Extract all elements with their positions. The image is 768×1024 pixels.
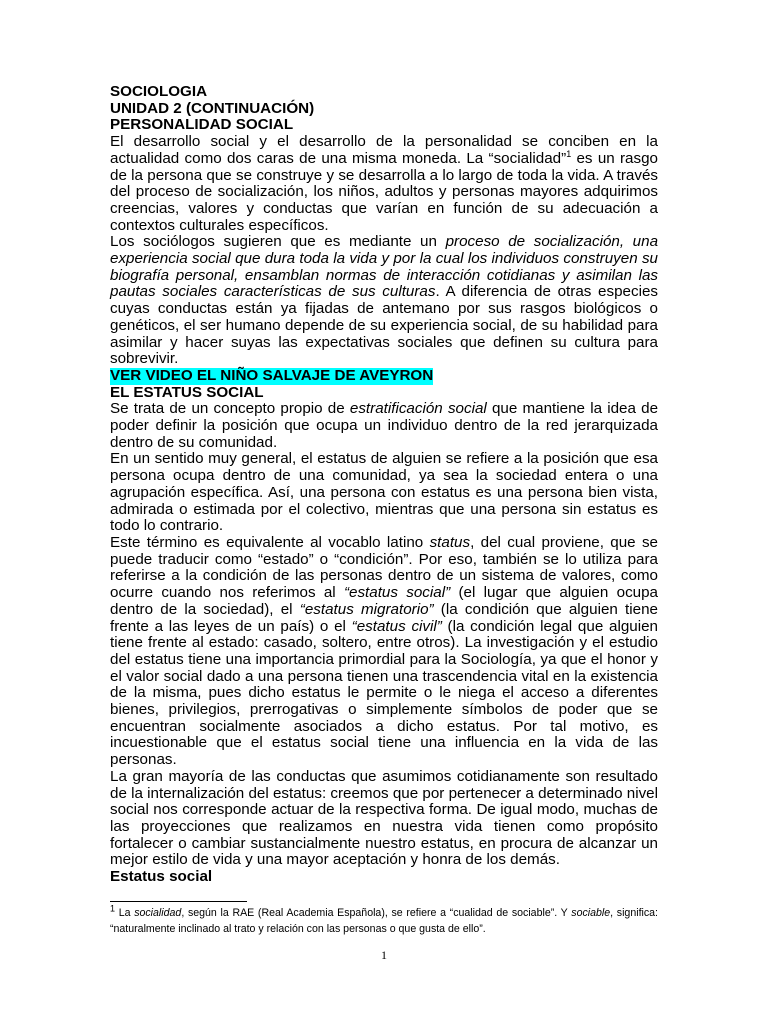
document-body [110,84,658,886]
paragraph-status-latino: Este término es equivalente al vocablo latino status, del cual proviene, que se puede traducir como “estado” o “condición”. Por eso, también se lo utiliza para referirse a la condición de las personas dentro de un sistema de valores, como ocurre cuando nos referimos al “estatus social” (el lugar que alguien ocupa dentro de la sociedad), el “estatus migratorio” (la condición que alguien tiene frente a las leyes de un país) o el “estatus civil” (la condición legal que alguien tiene frente al estado: casado, soltero, entre otros). La investigación y el estudio del estatus tiene una importancia primordial para la Sociología, ya que el honor y el valor social dado a una persona tienen una trascendencia vital en la existencia de la misma, pues dicho estatus le permite o le niega el acceso a diferentes bienes, privilegios, prerrogativas o simplemente símbolos de poder que se encuentran socialmente asociados a dicho estatus. Por tal motivo, es incuestionable que el estatus social tiene una influencia en la vida de las personas. [110,533,658,769]
paragraph-estratificacion: Se trata de un concepto propio de estratificación social que mantiene la idea de poder definir la posición que ocupa un individuo dentro de la red jerarquizada dentro de su comunidad. [110,400,659,451]
heading-personalidad-social: PERSONALIDAD SOCIAL [110,116,294,134]
paragraph-socializacion: Los sociólogos sugieren que es mediante un proceso de socialización, una experiencia social que dura toda la vida y por la cual los individuos construyen su biografía personal, ensamblan normas de interacción cotidianas y asimilan las pautas sociales características de sus culturas. A diferencia de otras especies cuyas conductas están ya fijadas de antemano por sus rasgos biológicos o genéticos, el ser humano depende de su experiencia social, de su habilidad para asimilar y hacer suyas las expectativas sociales que definen su cultura para sobrevivir. [110,233,659,368]
footnote-divider [110,901,247,902]
highlighted-video-note: VER VIDEO EL NIÑO SALVAJE DE AVEYRON [110,366,434,384]
footnote-ref: 1 [566,148,572,159]
heading-unidad: UNIDAD 2 (CONTINUACIÓN) [110,99,315,117]
footnote: $^1$ La socialidad, según la RAE (Real Academia Española), se refiere a “cualidad de sociable”. Y sociable, significa: “naturalmente inclinado al trato y relación con las personas o que gusta de ello”. [110,903,658,935]
paragraph-conductas: La gran mayoría de las conductas que asumimos cotidianamente son resultado de la internalización del estatus: creemos que por pertenecer a determinado nivel social nos corresponde actuar de la respectiva forma. De igual modo, muchas de las proyecciones que realizamos en nuestra vida tienen como propósito fortalecer o cambiar sustancialmente nuestro estatus, en procura de alcanzar un mejor estilo de vida y una mayor aceptación y honra de los demás. [110,767,658,869]
heading-estatus-social-sub: Estatus social [110,868,213,886]
heading-sociologia: SOCIOLOGIA [110,83,208,100]
heading-estatus-social: EL ESTATUS SOCIAL [110,383,264,401]
page-number: 1 [381,948,387,962]
paragraph-sentido-general: En un sentido muy general, el estatus de alguien se refiere a la posición que esa persona ocupa dentro de una comunidad, ya sea la sociedad entera o una agrupación específica. Así, una persona con estatus es una persona bien vista, admirada o estimada por el colectivo, mientras que una persona sin estatus es todo lo contrario. [110,450,658,535]
paragraph-socialidad: El desarrollo social y el desarrollo de la personalidad se conciben en la actualidad como dos caras de una misma moneda. La “socialidad”$^1$ es un rasgo de la persona que se construye y se desarrolla a lo largo de toda la vida. A través del proceso de socialización, los niños, adultos y personas mayores adquirimos creencias, valores y conductas que varían en función de su adecuación a contextos culturales específicos. [110,133,658,234]
